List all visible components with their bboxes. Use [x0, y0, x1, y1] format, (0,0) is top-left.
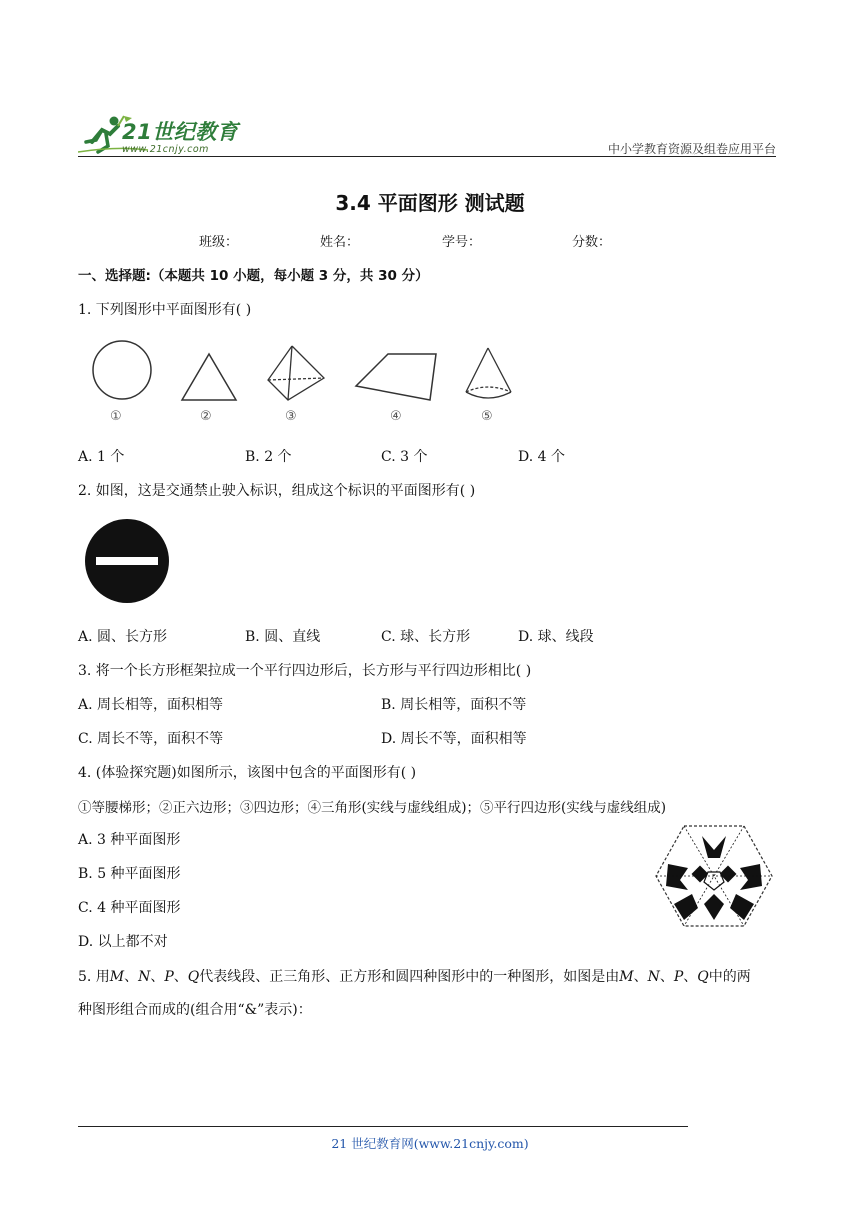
question-4-option-b[interactable]: B. 5 种平面图形 [78, 866, 181, 882]
question-1-figures [84, 338, 524, 434]
question-5-stem-line-1: 5. 用𝑀、𝑁、𝑃、𝑄代表线段、正三角形、正方形和圆四种图形中的一种图形，如图是由𝑀、𝑁、𝑃、𝑄中的两 [78, 969, 751, 985]
no-entry-sign-icon [84, 518, 170, 604]
question-1-option-b[interactable]: B. 2 个 [245, 449, 292, 465]
question-1-stem: 1. 下列图形中平面图形有( ) [78, 302, 252, 318]
score-label: 分数： [572, 235, 612, 250]
question-2-option-c[interactable]: C. 球、长方形 [381, 629, 471, 645]
figure-label: ① [110, 409, 122, 424]
section-heading: 一、选择题:（本题共 10 小题，每小题 3 分，共 30 分） [78, 268, 429, 284]
question-5-stem-line-2: 种图形组合而成的(组合用“&”表示)： [78, 1002, 312, 1018]
page-title: 3.4 平面图形 测试题 [335, 191, 525, 215]
header-divider [78, 156, 776, 157]
question-4-option-a[interactable]: A. 3 种平面图形 [78, 832, 181, 848]
question-3-option-c[interactable]: C. 周长不等，面积不等 [78, 731, 224, 747]
hexagon-pattern-figure [654, 824, 774, 928]
question-1-option-c[interactable]: C. 3 个 [381, 449, 428, 465]
question-3-stem: 3. 将一个长方形框架拉成一个平行四边形后，长方形与平行四边形相比( ) [78, 663, 532, 679]
figure-label: ② [200, 409, 212, 424]
question-2-option-a[interactable]: A. 圆、长方形 [78, 629, 168, 645]
question-3-option-b[interactable]: B. 周长相等，面积不等 [381, 697, 527, 713]
figure-label: ③ [285, 409, 297, 424]
platform-name: 中小学教育资源及组卷应用平台 [607, 142, 776, 156]
class-label: 班级： [199, 235, 239, 250]
logo-text: 21世纪教育 [122, 120, 239, 144]
footer-link[interactable]: 21 世纪教育网(www.21cnjy.com) [331, 1136, 529, 1151]
student-id-label: 学号： [442, 235, 482, 250]
figure-label: ⑤ [481, 409, 493, 424]
question-2-option-d[interactable]: D. 球、线段 [518, 629, 594, 645]
triangle-shape [182, 354, 236, 400]
question-2-stem: 2. 如图，这是交通禁止驶入标识，组成这个标识的平面图形有( ) [78, 483, 476, 499]
pyramid-shape [268, 346, 324, 400]
cone-shape [466, 348, 511, 398]
question-1-option-a[interactable]: A. 1 个 [78, 449, 125, 465]
figure-label: ④ [390, 409, 402, 424]
question-4-stem: 4. (体验探究题)如图所示，该图中包含的平面图形有( ) [78, 765, 417, 781]
question-4-option-d[interactable]: D. 以上都不对 [78, 934, 168, 950]
question-1-option-d[interactable]: D. 4 个 [518, 449, 565, 465]
question-3-option-a[interactable]: A. 周长相等，面积相等 [78, 697, 224, 713]
quadrilateral-shape [356, 354, 436, 400]
question-4-option-c[interactable]: C. 4 种平面图形 [78, 900, 181, 916]
footer-divider [78, 1126, 688, 1127]
name-label: 姓名： [320, 235, 360, 250]
circle-shape [93, 341, 151, 399]
logo-url: www.21cnjy.com [122, 144, 209, 155]
question-2-option-b[interactable]: B. 圆、直线 [245, 629, 321, 645]
question-3-option-d[interactable]: D. 周长不等，面积相等 [381, 731, 527, 747]
question-4-shape-list: ①等腰梯形；②正六边形；③四边形；④三角形(实线与虚线组成)；⑤平行四边形(实线与虚线组成) [78, 800, 667, 816]
